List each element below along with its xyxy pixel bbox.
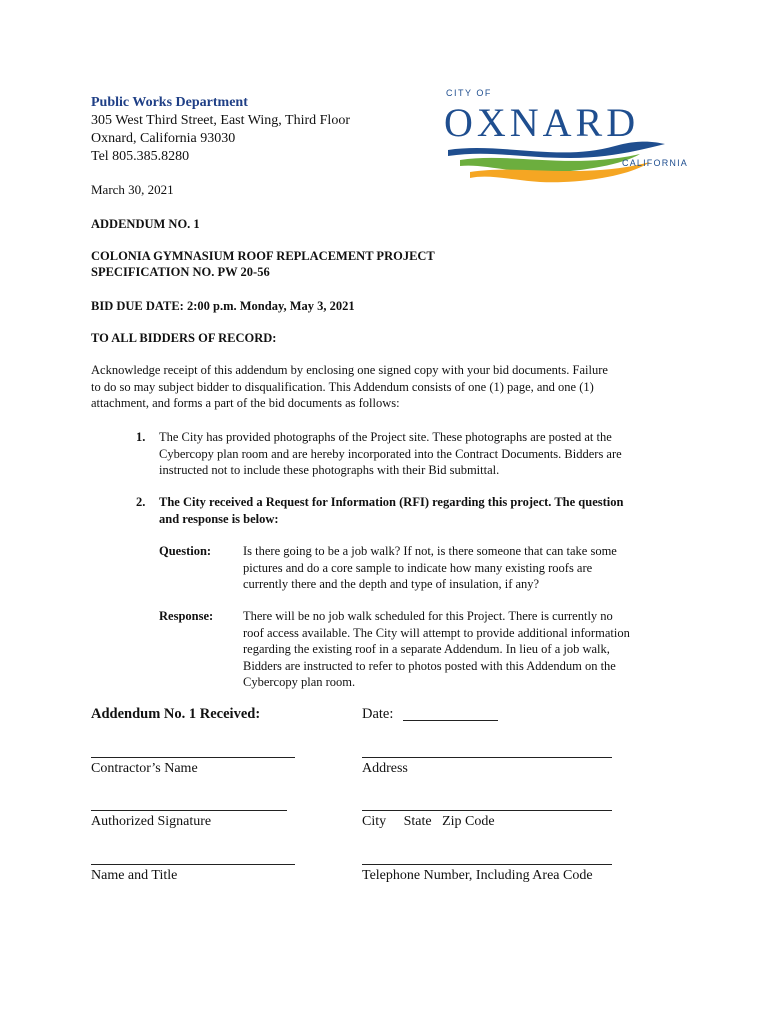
response-line: regarding the existing roof in a separate Addendum. In lieu of a job walk, bbox=[243, 642, 610, 656]
response-line: There will be no job walk scheduled for this Project. There is currently no bbox=[243, 609, 613, 623]
logo-name: OXNARD bbox=[444, 100, 640, 145]
letterhead bbox=[91, 94, 350, 166]
bid-due-date: BID DUE DATE: 2:00 p.m. Monday, May 3, 2021 bbox=[91, 299, 355, 313]
address-line[interactable] bbox=[362, 757, 612, 758]
address-label: Address bbox=[362, 761, 408, 776]
item-2-line: The City received a Request for Information (RFI) regarding this project. The question bbox=[159, 495, 624, 509]
date-label: Date: bbox=[362, 706, 394, 722]
intro-line: Acknowledge receipt of this addendum by enclosing one signed copy with your bid documents. Failure bbox=[91, 363, 608, 377]
specification-number: SPECIFICATION NO. PW 20-56 bbox=[91, 265, 270, 279]
item-1-number: 1. bbox=[136, 430, 146, 444]
item-2-text bbox=[159, 494, 699, 527]
address-line-2: Oxnard, California 93030 bbox=[91, 131, 236, 146]
contractor-name-label: Contractor’s Name bbox=[91, 761, 198, 776]
telephone-line[interactable] bbox=[362, 864, 612, 865]
city-state-zip-line[interactable] bbox=[362, 810, 612, 811]
question-line: pictures and do a core sample to indicate how many existing roofs are bbox=[243, 560, 593, 575]
telephone-label: Telephone Number, Including Area Code bbox=[362, 868, 593, 883]
intro-line: attachment, and forms a part of the bid documents as follows: bbox=[91, 396, 400, 410]
phone-number: Tel 805.385.8280 bbox=[91, 149, 190, 164]
question-line: currently there and the depth and type of insulation, if any? bbox=[243, 577, 540, 591]
logo-state: CALIFORNIA bbox=[622, 158, 689, 168]
city-state-zip-label: City State Zip Code bbox=[362, 814, 495, 829]
response-text bbox=[243, 608, 693, 691]
contractor-name-line[interactable] bbox=[91, 757, 295, 758]
item-2-line: and response is below: bbox=[159, 511, 279, 526]
response-label: Response: bbox=[159, 609, 214, 623]
intro-line: to do so may subject bidder to disqualification. This Addendum consists of one (1) page, and one (1) bbox=[91, 379, 594, 394]
authorized-signature-line[interactable] bbox=[91, 810, 287, 811]
logo-city-of: CITY OF bbox=[446, 88, 492, 98]
item-1-line: Cybercopy plan room and are hereby incorporated into the Contract Documents. Bidders are bbox=[159, 446, 622, 461]
addendum-title: ADDENDUM NO. 1 bbox=[91, 217, 200, 231]
addendum-received-label: Addendum No. 1 Received: bbox=[91, 706, 261, 722]
address-line-1: 305 West Third Street, East Wing, Third Floor bbox=[91, 113, 350, 128]
question-line: Is there going to be a job walk? If not, is there someone that can take some bbox=[243, 544, 617, 558]
item-1-line: instructed not to include these photographs with their Bid submittal. bbox=[159, 463, 500, 477]
question-text bbox=[243, 543, 693, 593]
response-line: Cybercopy plan room. bbox=[243, 675, 356, 689]
name-title-line[interactable] bbox=[91, 864, 295, 865]
city-of-oxnard-logo bbox=[440, 84, 700, 184]
salutation: TO ALL BIDDERS OF RECORD: bbox=[91, 331, 277, 345]
item-1-text bbox=[159, 429, 699, 479]
question-label: Question: bbox=[159, 544, 212, 558]
response-line: roof access available. The City will attempt to provide additional information bbox=[243, 625, 630, 640]
item-2-number: 2. bbox=[136, 495, 146, 509]
letter-date: March 30, 2021 bbox=[91, 182, 174, 197]
date-signature-line[interactable] bbox=[403, 720, 498, 721]
department-name: Public Works Department bbox=[91, 95, 248, 110]
intro-paragraph bbox=[91, 362, 691, 412]
name-title-label: Name and Title bbox=[91, 868, 178, 883]
authorized-signature-label: Authorized Signature bbox=[91, 814, 212, 829]
project-title: COLONIA GYMNASIUM ROOF REPLACEMENT PROJECT bbox=[91, 249, 435, 263]
response-line: Bidders are instructed to refer to photos posted with this Addendum on the bbox=[243, 658, 616, 673]
item-1-line: The City has provided photographs of the Project site. These photographs are posted at the bbox=[159, 430, 612, 444]
